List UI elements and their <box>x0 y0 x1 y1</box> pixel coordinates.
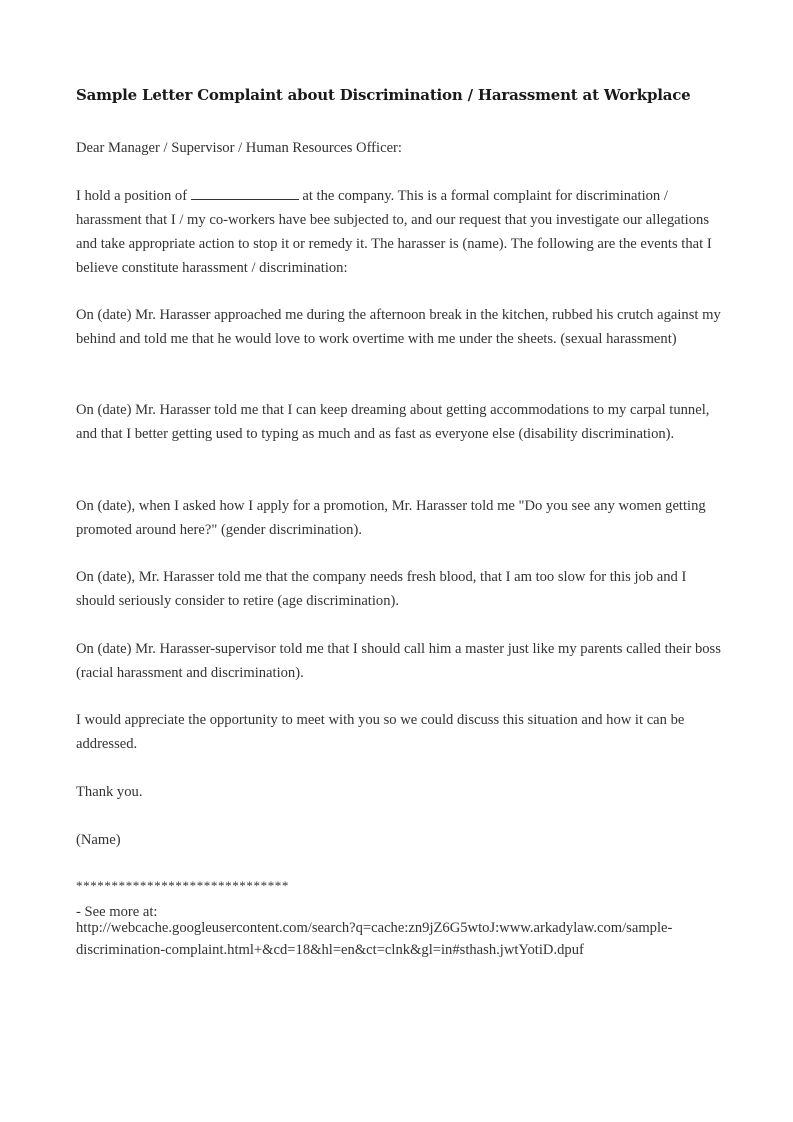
signature-name: (Name) <box>76 832 121 848</box>
salutation: Dear Manager / Supervisor / Human Resources Officer: <box>76 140 402 156</box>
closing-paragraph: I would appreciate the opportunity to meet with you so we could discuss this situation and how it can be addressed. <box>76 712 685 752</box>
see-more-label: - See more at: <box>76 904 158 920</box>
event-paragraph-gender: On (date), when I asked how I apply for a promotion, Mr. Harasser told me "Do you see any women getting promoted around here?" (gender discrimination). <box>76 498 706 538</box>
intro-paragraph <box>76 184 726 280</box>
separator-line: ****************************** <box>76 878 289 893</box>
document-title: Sample Letter Complaint about Discrimination / Harassment at Workplace <box>76 86 691 104</box>
event-paragraph-sexual-harassment: On (date) Mr. Harasser approached me during the afternoon break in the kitchen, rubbed his crutch against my behind and told me that he would love to work overtime with me under the sheets. (sexual harassment) <box>76 307 721 347</box>
event-paragraph-disability: On (date) Mr. Harasser told me that I can keep dreaming about getting accommodations to my carpal tunnel, and that I better getting used to typing as much and as fast as everyone else (disability discrimination). <box>76 402 710 442</box>
intro-text-start: I hold a position of <box>76 188 191 204</box>
event-paragraph-racial: On (date) Mr. Harasser-supervisor told me that I should call him a master just like my parents called their boss (racial harassment and discrimination). <box>76 641 721 681</box>
thanks-line: Thank you. <box>76 784 143 800</box>
event-paragraph-age: On (date), Mr. Harasser told me that the company needs fresh blood, that I am too slow for this job and I should seriously consider to retire (age discrimination). <box>76 569 687 609</box>
see-more-url-line-2: discrimination-complaint.html+&cd=18&hl=en&ct=clnk&gl=in#sthash.jwtYotiD.dpuf <box>76 942 584 958</box>
intro-text-end: at the company. This is a formal complaint for discrimination / harassment that I / my co-workers have bee subjected to, and our request that you investigate our allegations and take appropriate action to stop it or remedy it. The harasser is (name). The following are the events that I believe constitute harassment / discrimination: <box>76 188 712 276</box>
position-blank-line <box>191 187 299 200</box>
see-more-url-line-1: http://webcache.googleusercontent.com/search?q=cache:zn9jZ6G5wtoJ:www.arkadylaw.com/sample- <box>76 920 673 936</box>
